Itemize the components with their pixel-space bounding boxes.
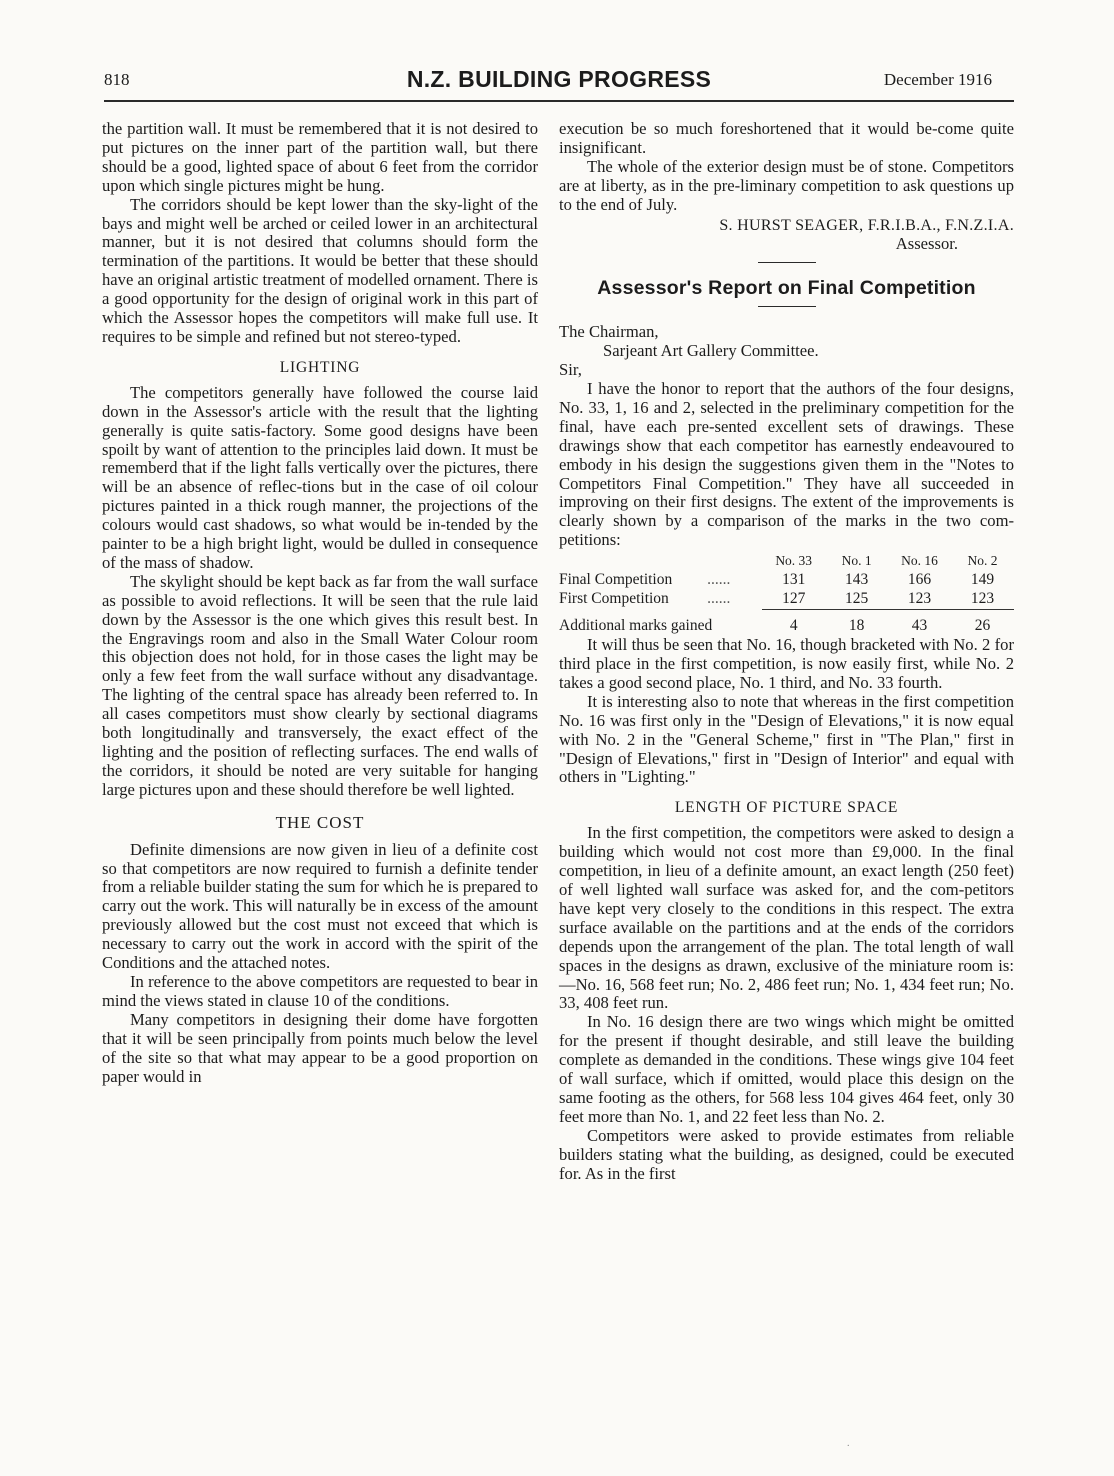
salutation-line: Sir,	[559, 360, 582, 380]
table-cell: 166	[907, 571, 932, 589]
column-header: No. 33	[775, 553, 813, 569]
table-cell: 4	[789, 617, 798, 635]
table-cell: 123	[970, 590, 995, 608]
paragraph: The skylight should be kept back as far from the wall surface as possible to avoid reflections. It will be seen that the rule laid down by the Assessor is the one which gives this result best. In the Engravings room and also in the Small Water Colour room this objection does not hold, for in those cases the light may be only a few feet from the wall surface without any disadvantage. The lighting of the central space has already been referred to. In all cases competitors must show clearly by sectional diagrams both longitudinally and transversely, the exact effect of the lighting and the position of reflecting surfaces. The end walls of the corridors, it should be noted are very suitable for hanging large pictures upon and these should therefore be well lighted.	[102, 571, 538, 799]
salutation-line: The Chairman,	[559, 322, 659, 342]
table-cell: 125	[844, 590, 869, 608]
table-cell: 127	[782, 590, 806, 608]
section-heading-cost: THE COST	[275, 812, 365, 832]
divider	[758, 262, 816, 263]
column-header: No. 16	[901, 553, 938, 569]
paragraph: The competitors generally have followed the course laid down in the Assessor's article with the result that the lighting generally is quite satis-factory. Some good designs have been spoilt by want of attention to the principles laid down. It must be rememberd that if the light falls vertically over the pictures, there will be an absence of reflec-tions but in the case of oil colour pictures painted in a thick rough manner, the projections of the colours would cast shadows, so what would be in-tended by the painter to be a high bright light, would be dulled in consequence of the mass of shadow.	[102, 382, 538, 572]
column-header: No. 1	[841, 553, 872, 569]
right-column	[559, 120, 1014, 1184]
section-heading-lighting: LIGHTING	[279, 358, 361, 376]
table-cell: 18	[848, 617, 865, 635]
page-header	[104, 66, 1014, 102]
signature-role: Assessor.	[895, 234, 958, 254]
table-cell: 123	[907, 590, 932, 608]
left-column	[102, 120, 538, 1086]
table-cell: 143	[844, 571, 869, 589]
paragraph: In the first competition, the competitors were asked to design a building which would not cost more than £9,000. In the final competition, in lieu of a definite amount, an exact length (250 feet) of well lighted wall surface was asked for, and the com-petitors have kept very closely to the conditions in this respect. The extra surface available on the partitions and at the ends of the corridors depends upon the arrangement of the plan. The total length of wall spaces in the designs as drawn, exclusive of the miniature room is:—No. 16, 568 feet run; No. 2, 486 feet run; No. 1, 434 feet run; No. 33, 408 feet run.	[559, 823, 1014, 1013]
table-total-row	[559, 617, 1014, 636]
paragraph: It will thus be seen that No. 16, though bracketed with No. 2 for third place in the first competition, is now easily first, while No. 2 takes a good second place, No. 1 third, and No. 33 fourth.	[559, 635, 1014, 692]
paragraph: I have the honor to report that the authors of the four designs, No. 33, 1, 16 and 2, selected in the preliminary competition for the final, have each pre-sented excellent sets of drawings. These drawings show that each competitor has earnestly endeavoured to embody in his design the suggestions given them in the "Notes to Competitors Final Competition." They have all succeeded in improving on their first designs. The extent of the improvements is clearly shown by a comparison of the marks in the two com-petitions:	[559, 378, 1014, 550]
paragraph: Many competitors in designing their dome have forgotten that it will be seen principally from points much below the level of the site so that what may appear to be a good proportion on paper would in	[102, 1009, 538, 1086]
section-heading-length: LENGTH OF PICTURE SPACE	[674, 799, 899, 817]
marks-table	[559, 552, 1014, 636]
signature: S. HURST SEAGER, F.R.I.B.A., F.N.Z.I.A.	[719, 216, 1014, 234]
publication-title: N.Z. BUILDING PROGRESS	[406, 66, 712, 92]
table-cell: 43	[911, 617, 928, 635]
issue-date: December 1916	[883, 70, 992, 89]
table-rule	[559, 610, 1014, 618]
salutation-line: Sarjeant Art Gallery Committee.	[603, 341, 819, 361]
table-cell: 26	[974, 617, 991, 635]
paragraph: The corridors should be kept lower than the sky-light of the bays and might well be arched or ceiled lower in an architectural manner, but it is not desired that columns should form the termination of the partitions. It would be better that these should have an original artistic treatment of modelled ornament. There is a good opportunity for the design of original work in this part of which the Assessor hopes the competitors will make full use. It requires to be simple and refined but not stereo-typed.	[102, 194, 538, 346]
paragraph: In No. 16 design there are two wings which might be omitted for the present if thought desirable, and still leave the building complete as demanded in the conditions. These wings give 104 feet of wall surface, which if omitted, would place this design on the same footing as the others, for 568 less 104 gives 464 feet, only 30 feet more than No. 1, and 22 feet less than No. 2.	[559, 1012, 1014, 1126]
paragraph: the partition wall. It must be remembered that it is not desired to put pictures on the inner part of the partition wall, but there should be a good, lighted space of about 6 feet from the corridor upon which single pictures might be hung.	[102, 119, 538, 195]
table-header-row	[559, 552, 1014, 571]
paragraph: Competitors were asked to provide estimates from reliable builders stating what the building, as designed, could be executed for. As in the first	[559, 1125, 1014, 1183]
table-row	[559, 571, 1014, 590]
divider	[758, 306, 816, 307]
row-label: Final Competition	[559, 571, 673, 589]
leader-dots: ......	[707, 590, 731, 608]
paragraph: It is interesting also to note that whereas in the first competition No. 16 was first only in the "Design of Elevations," it is now equal with No. 2 in the "General Scheme," first in "The Plan," first in "Design of Elevations," first in "Design of Interior" and equal with others in "Lighting."	[559, 691, 1014, 787]
report-heading: Assessor's Report on Final Competition	[597, 277, 976, 300]
paragraph: In reference to the above competitors are requested to bear in mind the views stated in clause 10 of the conditions.	[102, 971, 538, 1010]
page-number: 818	[104, 70, 130, 89]
row-label: First Competition	[559, 590, 669, 608]
column-header: No. 2	[967, 553, 998, 569]
paragraph: execution be so much foreshortened that it would be-come quite insignificant.	[559, 119, 1014, 157]
paragraph: The whole of the exterior design must be of stone. Competitors are at liberty, as in the pre-liminary competition to ask questions up to the end of July.	[559, 156, 1014, 214]
table-cell: 131	[782, 571, 806, 589]
leader-dots: ......	[707, 571, 731, 589]
paragraph: Definite dimensions are now given in lieu of a definite cost so that competitors are now required to furnish a definite tender from a reliable builder stating the sum for which he is prepared to carry out the work. This will naturally be in excess of the amount previously allowed but the cost must not exceed that which is necessary to carry out the work in accord with the spirit of the Conditions and the attached notes.	[102, 839, 538, 973]
table-cell: 149	[970, 571, 995, 589]
table-row	[559, 590, 1014, 610]
stray-mark: .	[847, 1438, 850, 1449]
row-label: Additional marks gained	[559, 617, 713, 635]
